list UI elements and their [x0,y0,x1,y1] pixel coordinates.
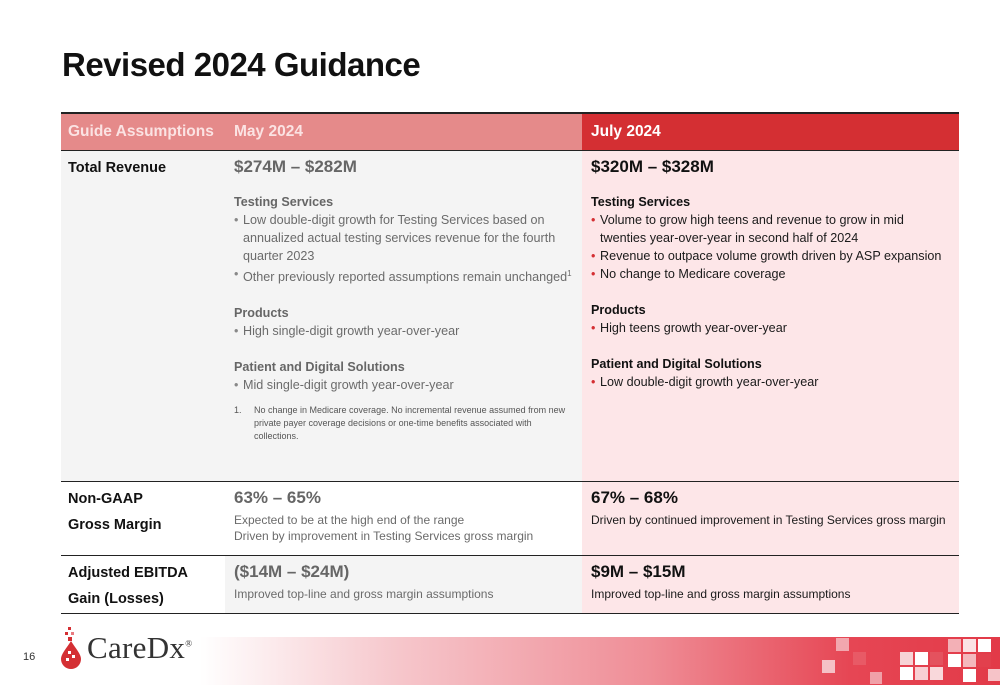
decorative-pixel-square [963,669,976,682]
july-cell-total-revenue [582,151,959,482]
decorative-pixel-square [930,652,943,665]
header-july-2024: July 2024 [582,113,959,151]
july-testing-services-title: Testing Services [591,195,691,209]
july-ebitda-note: Improved top-line and gross margin assumptions [591,587,851,602]
page-title: Revised 2024 Guidance [62,46,421,83]
guidance-table [61,112,959,614]
footnote-marker: 1 [567,269,572,278]
july-products-title: Products [591,303,646,317]
caredx-drop-icon [60,627,82,669]
row-label-cell [61,556,225,614]
decorative-pixel-square [900,667,913,680]
list-item: • High single-digit growth year-over-year [234,322,574,340]
may-patient-digital-title: Patient and Digital Solutions [234,360,405,375]
decorative-pixel-square [853,652,866,665]
may-revenue-range: $274M – $282M [234,157,357,176]
list-item: • Low double-digit growth for Testing Services based on annualized actual testing services revenue for the fourth quarter 2023 [234,211,574,265]
row-label-cell [61,151,225,482]
decorative-pixel-square [915,652,928,665]
july-cell-adjusted-ebitda [582,556,959,614]
table-header-row [61,113,959,151]
row-label-cell [61,482,225,556]
decorative-pixel-square [870,672,882,684]
may-testing-services-title: Testing Services [234,195,334,209]
decorative-pixel-square [978,639,991,652]
header-guide-assumptions: Guide Assumptions [61,113,225,151]
july-revenue-range: $320M – $328M [591,157,714,176]
list-item: • High teens growth year-over-year [591,319,951,337]
company-logo [60,626,192,670]
may-ebitda-note: Improved top-line and gross margin assumptions [234,587,494,602]
row-label-total-revenue: Total Revenue [68,160,167,176]
logo-wordmark: CareDx® [87,630,193,665]
may-cell-total-revenue [225,151,582,482]
decorative-pixel-square [963,654,976,667]
july-ebitda-range: $9M – $15M [591,562,686,582]
july-gross-margin-note: Driven by continued improvement in Testing Services gross margin [591,513,946,528]
list-item: • Revenue to outpace volume growth driven by ASP expansion [591,247,951,265]
footnote-text: No change in Medicare coverage. No incremental revenue assumed from new private payer coverage decisions or one-time benefits associated with collections. [254,405,566,442]
july-patient-digital-title: Patient and Digital Solutions [591,357,762,371]
may-cell-gross-margin [225,482,582,556]
page-number: 16 [23,651,36,663]
table-row-adjusted-ebitda [61,556,959,614]
july-cell-gross-margin [582,482,959,556]
footnote-number: 1. [234,405,242,416]
row-label-gross-margin: Non-GAAP Gross Margin [68,491,162,534]
list-item: • Low double-digit growth year-over-year [591,373,951,391]
header-may-2024: May 2024 [225,113,582,151]
decorative-pixel-square [963,639,976,652]
may-ebitda-range: ($14M – $24M) [234,562,350,582]
table-row-total-revenue [61,151,959,482]
footnote [234,404,574,443]
list-item: • Other previously reported assumptions remain unchanged$^1$ [234,265,574,286]
table-row-gross-margin [61,482,959,556]
decorative-pixel-square [978,654,991,667]
decorative-pixel-square [900,652,913,665]
may-gross-margin-note: Driven by improvement in Testing Services gross margin [234,529,534,544]
decorative-pixel-square [836,638,849,651]
may-gross-margin-note: Expected to be at the high end of the range [234,513,465,528]
list-item: • No change to Medicare coverage [591,265,951,283]
decorative-pixel-square [915,667,928,680]
may-cell-adjusted-ebitda [225,556,582,614]
decorative-pixel-square [948,639,961,652]
decorative-pixel-square [822,660,835,673]
list-item: • Volume to grow high teens and revenue to grow in mid twenties year-over-year in second half of 2024 [591,211,951,247]
decorative-pixel-square [930,667,943,680]
may-products-title: Products [234,306,289,321]
july-gross-margin-range: 67% – 68% [591,488,678,508]
decorative-pixel-square [948,654,961,667]
list-item: • Mid single-digit growth year-over-year [234,376,574,394]
row-label-adjusted-ebitda: Adjusted EBITDA Gain (Losses) [68,565,189,608]
may-gross-margin-range: 63% – 65% [234,488,321,508]
decorative-pixel-square [988,669,1000,681]
